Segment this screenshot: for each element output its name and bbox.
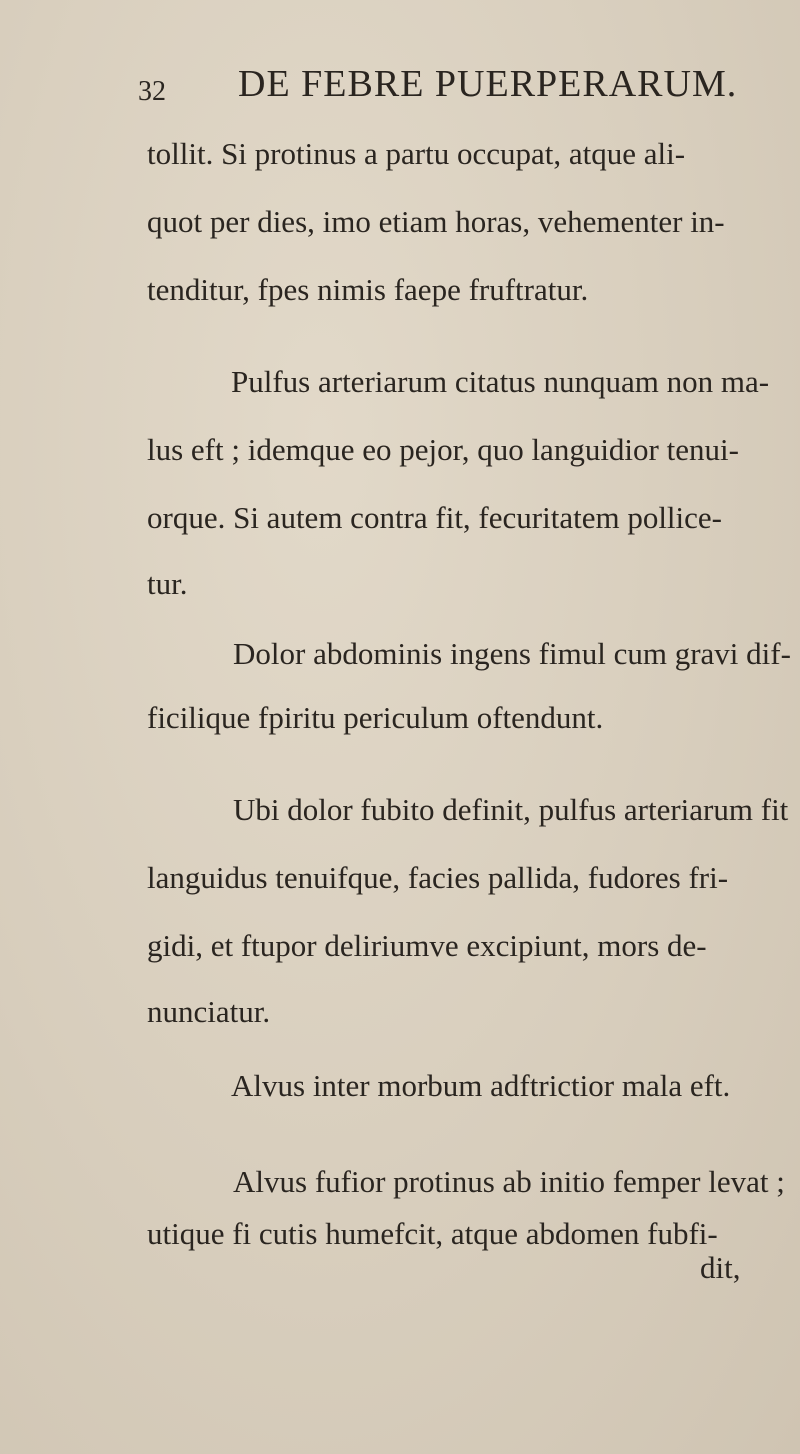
- text-line: tur.: [147, 566, 188, 601]
- text-line: Pulfus arteriarum citatus nunquam non ma-: [231, 364, 770, 399]
- text-line: gidi, et ftupor deliriumve excipiunt, mors de-: [147, 928, 707, 963]
- text-line: tollit. Si protinus a partu occupat, atque ali-: [147, 136, 686, 171]
- text-line: Dolor abdominis ingens fimul cum gravi dif-: [233, 636, 791, 671]
- text-line: quot per dies, imo etiam horas, vehementer in-: [147, 204, 725, 239]
- catchword: dit,: [700, 1250, 741, 1285]
- page-number: 32: [138, 76, 166, 107]
- text-line: ficilique fpiritu periculum oftendunt.: [147, 700, 604, 735]
- page-header: [138, 60, 758, 110]
- text-line: languidus tenuifque, facies pallida, fudores fri-: [147, 860, 729, 895]
- text-line: Ubi dolor fubito definit, pulfus arteriarum fit: [233, 792, 789, 827]
- text-line: tenditur, fpes nimis faepe fruftratur.: [147, 272, 589, 307]
- text-line: lus eft ; idemque eo pejor, quo languidior tenui-: [147, 432, 739, 467]
- running-head: DE FEBRE PUERPERARUM.: [238, 63, 738, 105]
- text-line: Alvus inter morbum adftrictior mala eft.: [231, 1068, 731, 1103]
- text-line: orque. Si autem contra fit, fecuritatem pollice-: [147, 500, 722, 535]
- text-line: nunciatur.: [147, 994, 271, 1029]
- text-line: utique fi cutis humefcit, atque abdomen fubfi-: [147, 1216, 718, 1251]
- text-line: Alvus fufior protinus ab initio femper levat ;: [233, 1164, 785, 1199]
